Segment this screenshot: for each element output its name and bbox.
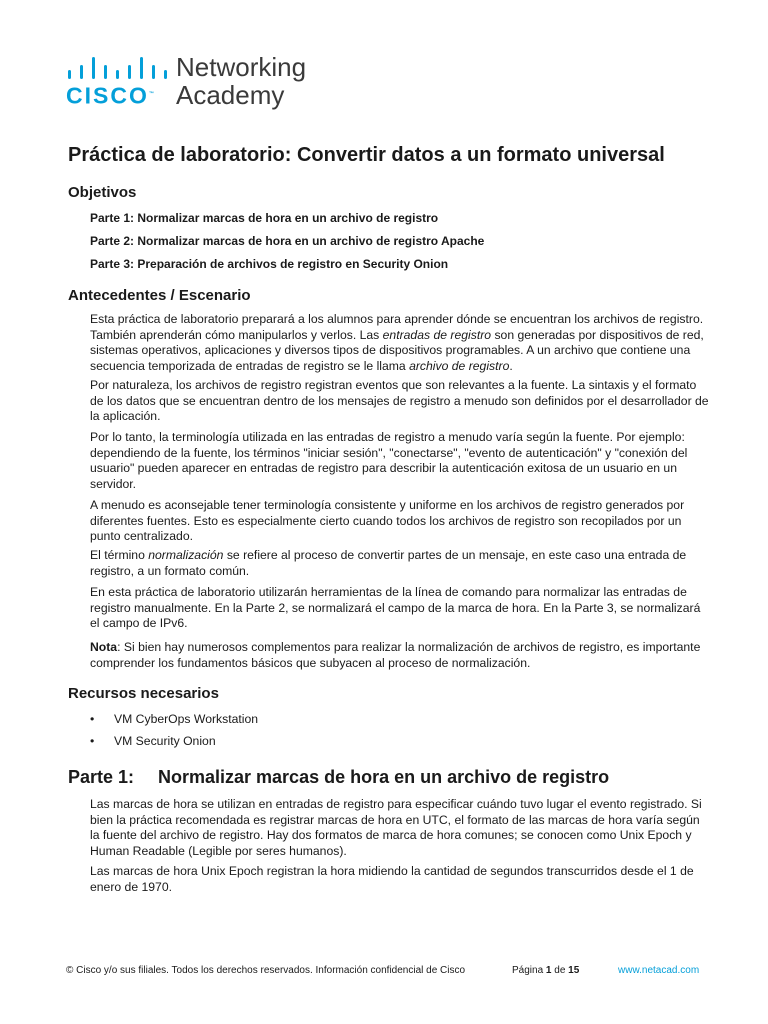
logo-academy-text: Academy	[176, 80, 285, 110]
background-paragraph: A menudo es aconsejable tener terminología consistente y uniforme en los archivos de registro generados por diferentes fuentes. Esto es especialmente cierto cuando todos los archivos de registro son recopilados por un punto centralizado.	[90, 498, 685, 544]
logo-networking-text: Networking	[176, 52, 307, 82]
part1-number: Parte 1:	[68, 767, 135, 787]
objective-item: Parte 3: Preparación de archivos de registro en Security Onion	[90, 257, 449, 271]
cisco-wordmark: CISCO™	[66, 82, 154, 109]
background-paragraph: Por naturaleza, los archivos de registro registran eventos que son relevantes a la fuente. La sintaxis y el formato de los datos que se encuentran dentro de los mensajes de registro a menudo son definidos por el desarrollador de la aplicación.	[90, 378, 709, 424]
bullet-icon: •	[90, 734, 95, 748]
resource-item: • VM CyberOps Workstation	[90, 712, 259, 726]
note-paragraph: Nota: Si bien hay numerosos complementos para realizar la normalización de archivos de registro, es importante comprender los fundamentos básicos que subyacen al proceso de normalización.	[90, 640, 701, 670]
resources-list	[90, 711, 258, 755]
objective-item: Parte 2: Normalizar marcas de hora en un archivo de registro Apache	[90, 234, 485, 248]
part1-paragraph: Las marcas de hora Unix Epoch registran la hora midiendo la cantidad de segundos transcurridos desde el 1 de enero de 1970.	[90, 864, 694, 894]
note-label: Nota	[90, 640, 118, 654]
background-paragraph: El término normalización se refiere al proceso de convertir partes de un mensaje, en este caso una entrada de registro, a un formato común.	[90, 548, 687, 578]
part1-heading	[68, 766, 609, 788]
part1-title: Normalizar marcas de hora en un archivo de registro	[158, 767, 610, 787]
background-paragraph: En esta práctica de laboratorio utilizarán herramientas de la línea de comando para normalizar las entradas de registro manualmente. En la Parte 2, se normalizará el campo de la marca de hora. En la Parte 3, se normalizará el campo de IPv6.	[90, 585, 701, 631]
cisco-bars-icon	[68, 55, 164, 79]
footer-copyright: © Cisco y/o sus filiales. Todos los derechos reservados. Información confidencial de Cisco	[66, 965, 466, 976]
page-title: Práctica de laboratorio: Convertir datos a un formato universal	[68, 144, 665, 166]
footer-url-link[interactable]: www.netacad.com	[618, 965, 700, 976]
objectives-list	[90, 209, 710, 278]
objectives-heading: Objetivos	[68, 184, 137, 201]
background-paragraph: Esta práctica de laboratorio preparará a los alumnos para aprender dónde se encuentran los archivos de registro. También aprenderán cómo manipularlos y verlos. Las entradas de registro son generadas por dispositivos de red, sistemas operativos, aplicaciones y diversos tipos de dispositivos programables. A un archivo que contiene una secuencia temporizada de entradas de registro se le llama archivo de registro.	[90, 312, 704, 373]
background-heading: Antecedentes / Escenario	[68, 287, 251, 304]
part1-paragraph: Las marcas de hora se utilizan en entradas de registro para especificar cuándo tuvo lugar el evento registrado. Si bien la práctica recomendada es registrar marcas de hora en UTC, el formato de las marcas de hora varía según la fuente del archivo de registro. Hay dos formatos de marca de hora comunes; se conocen como Unix Epoch y Human Readable (Legible por seres humanos).	[90, 797, 702, 858]
footer-page-number: Página 1 de 15	[512, 965, 580, 976]
bullet-icon: •	[90, 712, 95, 726]
cisco-networking-academy-logo	[66, 52, 366, 112]
resource-item: • VM Security Onion	[90, 734, 216, 748]
objective-item: Parte 1: Normalizar marcas de hora en un archivo de registro	[90, 211, 439, 225]
background-paragraph: Por lo tanto, la terminología utilizada en las entradas de registro a menudo varía según la fuente. Por ejemplo: dependiendo de la fuente, los términos "iniciar sesión", "conectarse", "evento de autenticación" y "conexión del usuario" pueden aparecer en entradas de registro para describir la autenticación exitosa de un usuario en un servidor.	[90, 430, 688, 491]
resources-heading: Recursos necesarios	[68, 685, 219, 702]
